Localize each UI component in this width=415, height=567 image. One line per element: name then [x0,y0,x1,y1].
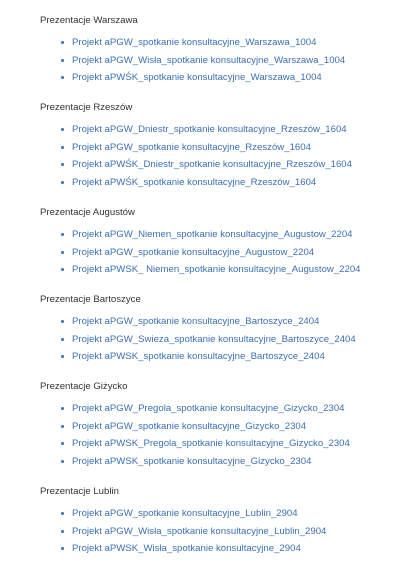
section-title: Prezentacje Giżycko [40,381,128,392]
presentation-link[interactable]: Projekt aPGW_Pregola_spotkanie konsultacyjne_Gizycko_2304 [72,403,345,414]
list-item [0,315,415,329]
list-item [0,542,415,556]
list-item [0,141,415,155]
list-item [0,246,415,260]
presentation-link[interactable]: Projekt aPWSK_Pregola_spotkanie konsultacyjne_Gizycko_2304 [72,438,350,449]
presentation-link[interactable]: Projekt aPGW_Swieza_spotkanie konsultacyjne_Bartoszyce_2404 [72,333,356,345]
presentation-link[interactable]: Projekt aPGW_Niemen_spotkanie konsultacyjne_Augustow_2204 [72,229,353,240]
presentation-link[interactable]: Projekt aPWSK_Wisła_spotkanie konsultacyjne_2904 [72,543,301,554]
section-title: Prezentacje Rzeszów [40,102,133,113]
presentation-link[interactable]: Projekt aPWSK_spotkanie konsultacyjne_Gizycko_2304 [72,455,312,467]
presentation-link[interactable]: Projekt aPGW_spotkanie konsultacyjne_Bartoszyce_2404 [72,316,320,327]
section-title: Prezentacje Warszawa [40,15,138,26]
bullet-icon [61,355,64,358]
presentation-link[interactable]: Projekt aPGW_spotkanie konsultacyjne_Rzeszów_1604 [72,141,311,153]
presentation-link[interactable]: Projekt aPGW_spotkanie konsultacyjne_Augustow_2204 [72,246,315,258]
presentation-link[interactable]: Projekt aPGW_spotkanie konsultacyjne_Warszawa_1004 [72,37,317,48]
presentation-link[interactable]: Projekt aPGW_Wisła_spotkanie konsultacyjne_Lublin_2904 [72,525,327,537]
list-item [0,36,415,50]
list-item [0,525,415,539]
bullet-icon [61,181,64,184]
list-item [0,123,415,137]
presentation-link[interactable]: Projekt aPGW_Dniestr_spotkanie konsultacyjne_Rzeszów_1604 [72,124,347,135]
list-item [0,333,415,347]
bullet-icon [61,59,64,62]
list-item [0,455,415,469]
list-item [0,54,415,68]
presentation-link[interactable]: Projekt aPGW_Wisła_spotkanie konsultacyjne_Warszawa_1004 [72,54,346,66]
bullet-icon [61,268,64,271]
list-item [0,228,415,242]
presentation-link[interactable]: Projekt aPWSK_spotkanie konsultacyjne_Bartoszyce_2404 [72,351,325,362]
list-item [0,71,415,85]
section-title: Prezentacje Augustów [40,207,135,218]
list-item [0,176,415,190]
presentation-link[interactable]: Projekt aPWŚK_Dniestr_spotkanie konsultacyjne_Rzeszów_1604 [72,159,352,170]
list-item [0,507,415,521]
section-title: Prezentacje Lublin [40,486,119,497]
presentation-link[interactable]: Projekt aPWŚK_spotkanie konsultacyjne_Rzeszów_1604 [72,176,317,188]
bullet-icon [61,407,64,410]
presentation-link[interactable]: Projekt aPWSK_ Niemen_spotkanie konsultacyjne_Augustow_2204 [72,264,361,275]
bullet-icon [61,251,64,254]
bullet-icon [61,146,64,149]
bullet-icon [61,442,64,445]
presentation-link[interactable]: Projekt aPGW_spotkanie konsultacyjne_Lublin_2904 [72,508,298,519]
list-item [0,350,415,364]
list-item [0,402,415,416]
presentation-link[interactable]: Projekt aPWŚK_spotkanie konsultacyjne_Warszawa_1004 [72,72,322,83]
bullet-icon [61,425,64,428]
bullet-icon [61,320,64,323]
bullet-icon [61,460,64,463]
bullet-icon [61,512,64,515]
list-item [0,420,415,434]
bullet-icon [61,233,64,236]
bullet-icon [61,530,64,533]
list-item [0,437,415,451]
list-item [0,263,415,277]
bullet-icon [61,128,64,131]
section-title: Prezentacje Bartoszyce [40,294,141,305]
bullet-icon [61,76,64,79]
presentation-link[interactable]: Projekt aPGW_spotkanie konsultacyjne_Gizycko_2304 [72,420,307,432]
bullet-icon [61,41,64,44]
bullet-icon [61,163,64,166]
bullet-icon [61,547,64,550]
bullet-icon [61,338,64,341]
list-item [0,158,415,172]
